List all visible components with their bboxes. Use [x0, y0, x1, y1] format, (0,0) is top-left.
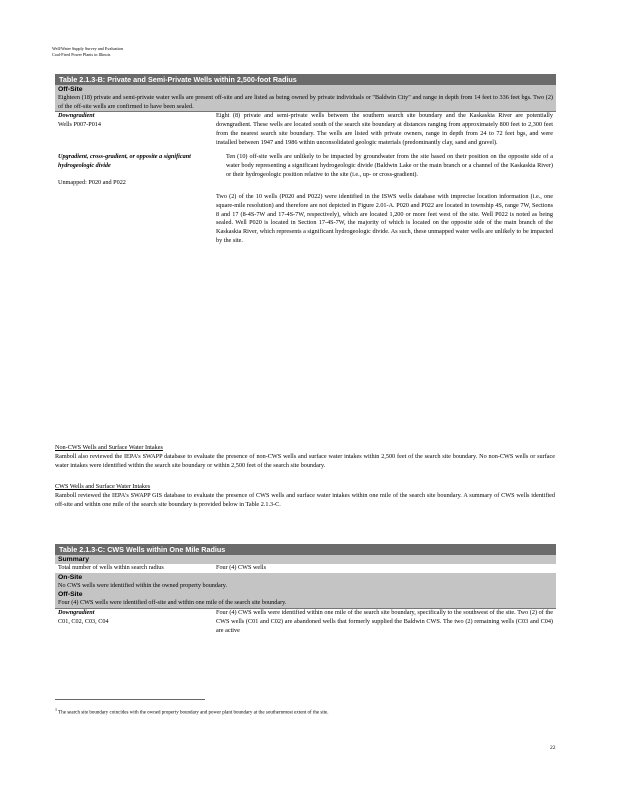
- section-label-offsite: Off-Site: [55, 85, 556, 94]
- downgradient-wells: Wells P007-P014: [58, 121, 101, 129]
- downgradient-description: Four (4) CWS wells were identified within one mile of the search site boundary, specifically to the southwest of the site. Two (2) of the CWS wells (C01 and C02) are abandoned wells that formerly supplied the Baldwin CWS. The two (2) remaining wells (C03 and C04) are active: [216, 609, 553, 634]
- row-label-cell: [58, 112, 216, 147]
- table-row-summary: [55, 564, 556, 573]
- downgradient-label: Downgradient: [58, 112, 95, 120]
- table-row-downgradient: [55, 608, 556, 635]
- header-line-2: Coal-Fired Power Plants in Illinois: [52, 51, 111, 57]
- section-label-onsite: On-Site: [55, 573, 556, 582]
- cws-paragraph: Ramboll reviewed the IEPA's SWAPP GIS database to evaluate the presence of CWS wells and surface water intakes within one mile of the search site boundary. A summary of CWS wells identified off-site and within one mile of the search site boundary is provided below in Table 2.1.3-C.: [55, 492, 555, 508]
- table-row-unmapped: [55, 193, 556, 245]
- table-row-downgradient: [55, 111, 556, 147]
- onsite-summary: No CWS wells were identified within the owned property boundary.: [55, 582, 556, 591]
- noncws-heading: Non-CWS Wells and Surface Water Intakes: [55, 444, 163, 451]
- noncws-paragraph: Ramboll also reviewed the IEPA's SWAPP database to evaluate the presence of non-CWS wells and surface water intakes within 2,500 feet of the search site boundary. No non-CWS wells or surface water intakes were identified within the search site boundary or within 2,500 feet of the search site boundary.: [55, 453, 555, 469]
- table-row-upgradient: [55, 153, 556, 187]
- downgradient-wells: C01, C02, C03, C04: [58, 617, 109, 625]
- cws-section: [55, 482, 555, 509]
- table-cws-wells: [55, 544, 556, 635]
- upgradient-description: Ten (10) off-site wells are unlikely to be impacted by groundwater from the site based on their position on the opposite side of a water body representing a significant hydrogeologic divide (Baldwin Lake or the main branch or a channel of the Kaskaskia River) or their hydrogeologic position relative to the site (i.e., up- or cross-gradient).: [226, 153, 553, 178]
- header-line-1: Well/Water Supply Survey and Evaluation: [52, 46, 123, 51]
- row-label-cell: [58, 609, 216, 635]
- section-label-offsite: Off-Site: [55, 590, 556, 599]
- unmapped-description: Two (2) of the 10 wells (P020 and P022) were identified in the ISWS wells database with imprecise location information (i.e., one square-mile resolution) and therefore are not depicted in Figure 2.01-A. P020 and P022 are located in township 4S, range 7W, Sections 8 and 17 (8-4S-7W and 17-4S-7W, respectively), which are located 1,200 or more feet west of the site. Well P022 is noted as being sealed. Well P020 is located in Section 17-4S-7W, the majority of which is located on the opposite side of the main branch of the Kaskaskia River, which represents a significant hydrogeologic divide. As such, these unmapped water wells are unlikely to be impacted by the site.: [216, 193, 553, 244]
- summary-label: Total number of wells within search radius: [58, 564, 164, 571]
- offsite-summary: Four (4) CWS wells were identified off-site and within one mile of the search site boundary.: [55, 599, 556, 608]
- cws-heading: CWS Wells and Surface Water Intakes: [55, 483, 151, 490]
- page-number: 22: [550, 745, 556, 751]
- downgradient-label: Downgradient: [58, 609, 95, 617]
- running-header: [52, 46, 252, 57]
- noncws-section: [55, 443, 555, 470]
- upgradient-wells: Unmapped: P020 and P022: [58, 178, 126, 186]
- summary-value: Four (4) CWS wells: [216, 564, 267, 571]
- row-label-cell: [58, 153, 226, 187]
- footnote-marker: 1: [55, 707, 57, 712]
- upgradient-label: Upgradient, cross-gradient, or opposite a significant hydrogeologic divide: [58, 153, 191, 169]
- downgradient-description: Eight (8) private and semi-private wells between the southern search site boundary and the Kaskaskia River are potentially downgradient. These wells are located south of the search site boundary at distances ranging from approximately 800 feet to 2,300 feet from the nearest search site boundary. The wells are listed with private owners, range in depth from 24 to 72 feet bgs, and were installed between 1947 and 1986 within unconsolidated geologic materials (predominantly clay, sand and gravel).: [216, 112, 553, 146]
- offsite-summary: Eighteen (18) private and semi-private water wells are present off-site and are listed as being owned by private individuals or "Baldwin City" and range in depth from 14 feet to 336 feet bgs. Two (2) of the off-site wells are confirmed to have been sealed.: [55, 94, 556, 111]
- table-title: Table 2.1.3-C: CWS Wells within One Mile Radius: [55, 544, 556, 555]
- section-label-summary: Summary: [55, 555, 556, 564]
- footnote: [55, 706, 555, 718]
- table-title: Table 2.1.3-B: Private and Semi-Private Wells within 2,500-foot Radius: [55, 74, 556, 85]
- footnote-divider: [55, 699, 205, 700]
- footnote-text: The search site boundary coincides with the owned property boundary and power plant boundary at the southernmost extent of the site.: [58, 710, 329, 716]
- table-private-wells: [55, 74, 556, 246]
